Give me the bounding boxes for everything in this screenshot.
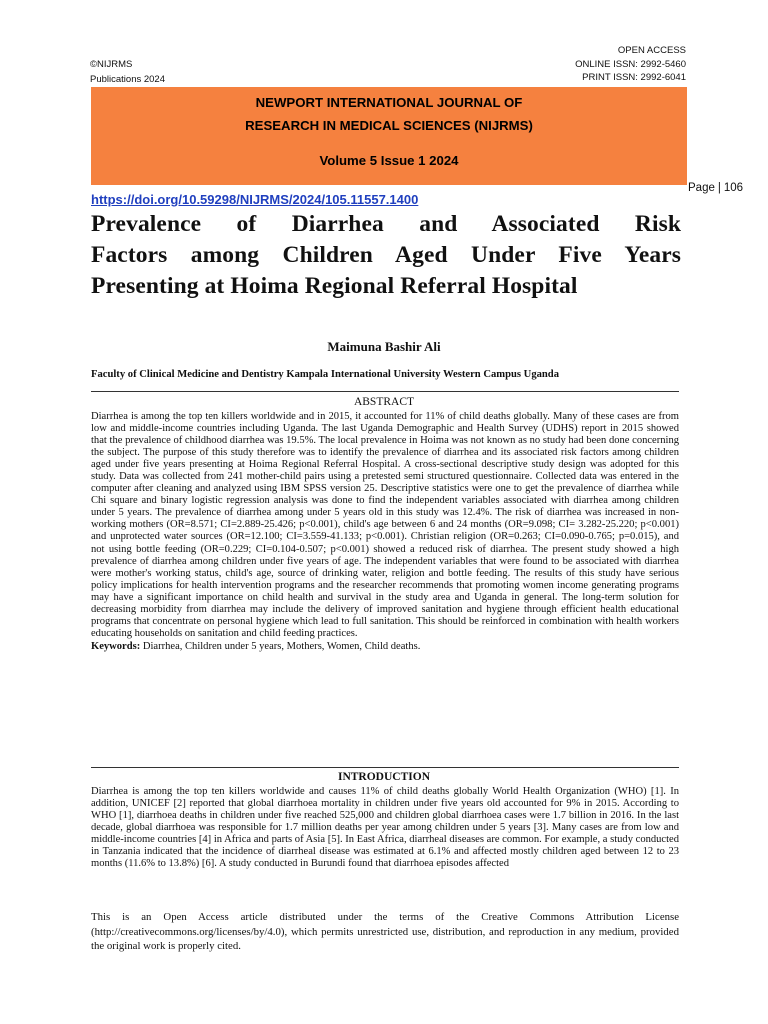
open-access-label: OPEN ACCESS	[617, 45, 686, 56]
journal-name-line2: RESEARCH IN MEDICAL SCIENCES (NIJRMS)	[245, 118, 533, 133]
publisher-header	[90, 57, 165, 87]
keywords-label: Keywords:	[91, 640, 141, 652]
issn-header	[575, 44, 686, 85]
keywords-list: Diarrhea, Children under 5 years, Mothers, Women, Child deaths.	[140, 640, 421, 652]
abstract-text: Diarrhea is among the top ten killers worldwide and in 2015, it accounted for 11% of child deaths globally. Many of these cases are from low and middle-income countries including Uganda. The last Uganda Demographic and Health Survey (UDHS) report in 2015 showed that the prevalence of childhood diarrhea was 19.5%. The local prevalence in Hoima was not known as no study had been done concerning the subject. The purpose of this study therefore was to identify the prevalence of diarrhea and its associated risk factors among children aged under five years presenting at Hoima Regional Referral Hospital. A cross-sectional descriptive study design was adopted for this study. Data was collected from 241 mother-child pairs using a pretested semi structured questionnaire. Collected data was entered in the computer after cleaning and analyzed using IBM SPSS version 25. Descriptive statistics were one to get the prevalence of diarrhea while Chi square and binary logistic regression analysis was done to find the independent variables associated with diarrhea among children under 5 years. The prevalence of diarrhea among under 5 years old in this study was 12.4%. The risk of diarrhea was increased in non-working mothers (OR=8.571; CI=2.889-25.426; p<0.001), child's age between 6 and 24 months (OR=9.098; CI= 3.282-25.220; p<0.001) and unprotected water sources (OR=12.100; CI=3.559-41.133; p<0.001). Christian religion (OR=0.263; CI=0.090-0.765; p=0.015), and not using bottle feeding (OR=0.229; CI=0.104-0.507; p<0.001) showed a reduced risk of diarrhea. The present study showed a high prevalence of diarrhea among children under five years of age. The independent variables that were found to be associated with diarrhea were mother's working status, child's age, source of drinking water, religion and bottle feeding. The results of this study have serious policy implications for health intervention programs and the researcher recommends that promoting women income generating programs may have a significant importance on child health and survival in the study area and Uganda in general. The long-term solution for decreasing morbidity from diarrhea may include the delivery of improved sanitation and hygiene through efficient health educational programs that concentrate on personal hygiene which lead to full sanitation. This should be reinforced in combination with health workers educating households on sanitation and child feeding practices.	[91, 411, 679, 639]
page-value: 106	[723, 182, 744, 194]
journal-banner	[91, 87, 687, 185]
title-line-1: Prevalence of Diarrhea and Associated Risk	[91, 211, 681, 237]
author-affiliation: Faculty of Clinical Medicine and Dentistry Kampala International University Western Campus Uganda	[91, 369, 559, 380]
article-title	[91, 209, 681, 302]
publications-year: Publications 2024	[90, 74, 165, 85]
volume-issue: Volume 5 Issue 1 2024	[319, 153, 459, 168]
introduction-text: Diarrhea is among the top ten killers worldwide and causes 11% of child deaths globally World Health Organization (WHO) [1]. In addition, UNICEF [2] reported that global diarrhoea mortality in children under five years old accounted for 9% in 2015. According to WHO [1], diarrhoea deaths in children under five reached 525,000 and children global diarrhoea cases were 1.7 billion in 2016. In the last decade, global diarrhoea was responsible for 1.7 million deaths per year among children under 5 years [3]. Many cases are from low and middle-income countries [4] in Africa and parts of Asia [5]. In East Africa, diarrheal diseases are common. For example, a study conducted in Tanzania indicated that the incidence of diarrheal disease was estimated at 6.1% and affected mostly children aged between 12 to 23 months (11.6% to 13.8%) [6]. A study conducted in Burundi found that diarrhoea episodes affected	[91, 786, 679, 870]
page-separator: |	[717, 182, 721, 194]
abstract-heading: ABSTRACT	[353, 396, 415, 408]
license-notice: This is an Open Access article distributed under the terms of the Creative Commons Attribution License (http://creativecommons.org/licenses/by/4.0), which permits unrestricted use, distribution, and reproduction in any medium, provided the original work is properly cited.	[91, 911, 679, 952]
introduction-heading: INTRODUCTION	[337, 771, 430, 783]
introduction-top-rule	[91, 767, 679, 768]
title-line-2: Factors among Children Aged Under Five Years	[91, 242, 681, 268]
page-number	[688, 182, 743, 194]
author-name: Maimuna Bashir Ali	[327, 339, 441, 354]
copyright-line: ©NIJRMS	[90, 59, 133, 70]
page-label: Page	[688, 182, 715, 194]
print-issn: PRINT ISSN: 2992-6041	[582, 72, 686, 83]
abstract-top-rule	[91, 391, 679, 392]
title-line-3: Presenting at Hoima Regional Referral Hospital	[91, 273, 578, 299]
abstract-body	[91, 411, 679, 653]
journal-name-line1: NEWPORT INTERNATIONAL JOURNAL OF	[255, 95, 523, 110]
online-issn: ONLINE ISSN: 2992-5460	[575, 58, 686, 70]
keywords-line	[91, 641, 679, 653]
doi-link[interactable]: https://doi.org/10.59298/NIJRMS/2024/105.11557.1400	[91, 192, 419, 207]
